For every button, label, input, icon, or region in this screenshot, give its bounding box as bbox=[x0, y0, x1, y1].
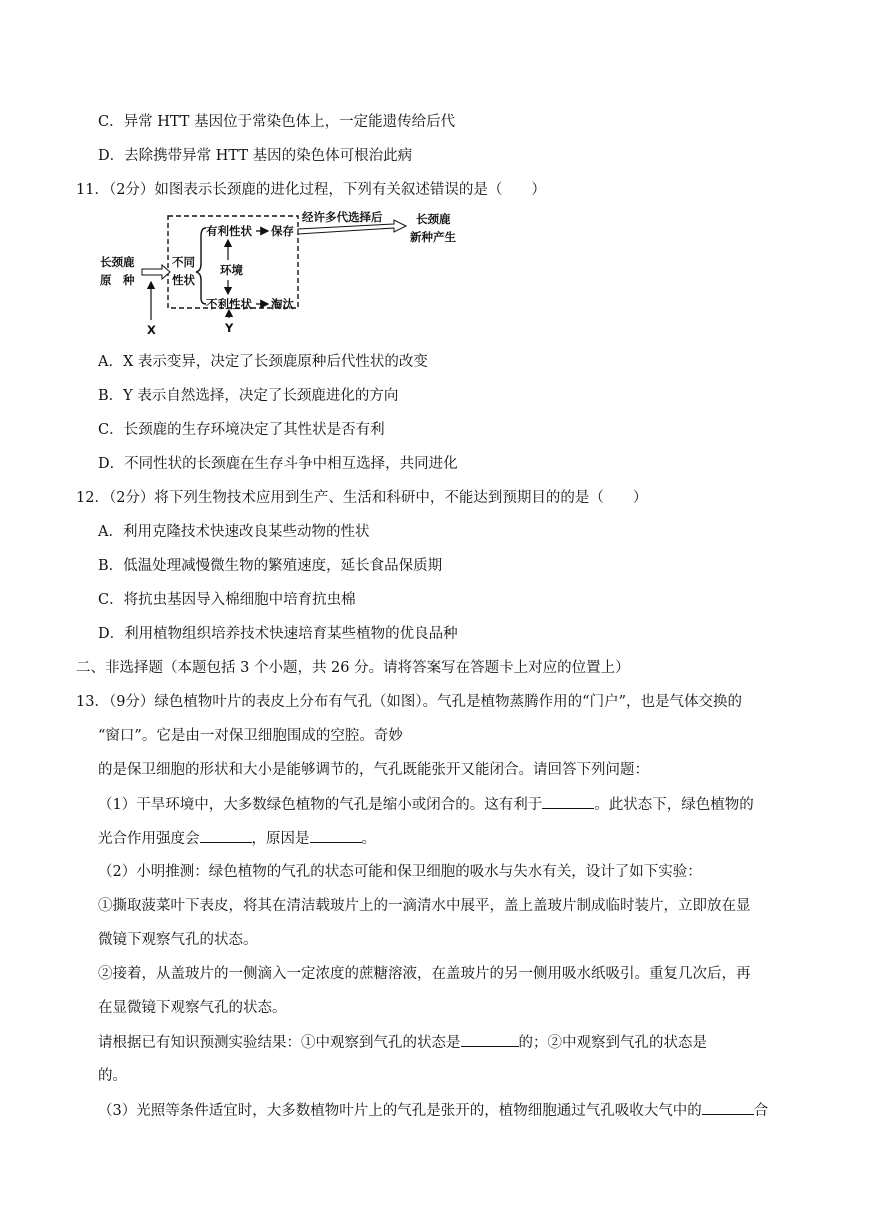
predict-text-a: 请根据已有知识预测实验结果：①中观察到气孔的状态是 bbox=[98, 1035, 461, 1051]
p1-text-a: （1）干旱环境中，大多数绿色植物的气孔是缩小或闭合的。这有利于 bbox=[98, 797, 543, 813]
q10-option-d: D．去除携带异常 HTT 基因的染色体可根治此病 bbox=[98, 148, 413, 164]
new-species-label-1: 长颈鹿 bbox=[416, 212, 451, 226]
q12-option-a: A．利用克隆技术快速改良某些动物的性状 bbox=[98, 524, 370, 540]
preserve-label: 保存 bbox=[271, 224, 294, 238]
q11-option-c: C．长颈鹿的生存环境决定了其性状是否有利 bbox=[98, 422, 385, 438]
q13-step1-a: ①撕取菠菜叶下表皮，将其在清洁载玻片上的一滴清水中展平，盖上盖玻片制成临时装片，立即放在显 bbox=[98, 898, 751, 914]
diff-label-1: 不同 bbox=[172, 255, 195, 269]
unfavorable-label: 不利性状 bbox=[206, 297, 252, 311]
p1-blank-3[interactable] bbox=[310, 828, 362, 843]
p1-blank-1[interactable] bbox=[542, 794, 594, 809]
q11-option-b: B．Y 表示自然选择，决定了长颈鹿进化的方向 bbox=[98, 388, 399, 404]
section-heading: 二、非选择题（本题包括 3 个小题，共 26 分。请将答案写在答题卡上对应的位置上） bbox=[76, 660, 630, 676]
q12-stem: 12．（2分）将下列生物技术应用到生产、生活和科研中，不能达到预期目的的是（ ） bbox=[76, 490, 648, 506]
q11-option-a: A．X 表示变异，决定了长颈鹿原种后代性状的改变 bbox=[98, 354, 428, 370]
x-label: X bbox=[147, 323, 156, 337]
p1-blank-2[interactable] bbox=[200, 828, 252, 843]
q10-option-c: C．异常 HTT 基因位于常染色体上，一定能遗传给后代 bbox=[98, 114, 456, 130]
q13-part1-line2 bbox=[98, 828, 376, 849]
diff-label-2: 性状 bbox=[172, 273, 195, 287]
origin-arrow bbox=[142, 265, 170, 279]
q11-stem: 11．（2分）如图表示长颈鹿的进化过程，下列有关叙述错误的是（ ） bbox=[76, 182, 546, 198]
brace bbox=[196, 228, 206, 304]
q13-part1-line1 bbox=[98, 794, 754, 815]
p1-text-c: 光合作用强度会 bbox=[98, 831, 200, 847]
q13-part2-intro: （2）小明推测：绿色植物的气孔的状态可能和保卫细胞的吸水与失水有关，设计了如下实验： bbox=[98, 864, 702, 880]
p3-blank[interactable] bbox=[702, 1100, 754, 1115]
predict-blank-1[interactable] bbox=[461, 1032, 519, 1047]
origin-label-2: 原 种 bbox=[100, 273, 135, 287]
p1-text-b: 。此状态下，绿色植物的 bbox=[594, 797, 754, 813]
new-species-label-2: 新种产生 bbox=[410, 230, 456, 244]
giraffe-evolution-diagram bbox=[98, 210, 478, 340]
q13-step2-b: 在显微镜下观察气孔的状态。 bbox=[98, 1000, 287, 1016]
y-label: Y bbox=[225, 321, 234, 335]
q12-option-d: D．利用植物组织培养技术快速培育某些植物的优良品种 bbox=[98, 626, 458, 642]
favorable-label: 有利性状 bbox=[206, 224, 252, 238]
origin-label-1: 长颈鹿 bbox=[100, 255, 135, 269]
q13-stem-2: “窗口”。它是由一对保卫细胞围成的空腔。奇妙 bbox=[98, 728, 403, 744]
q13-predict-line bbox=[98, 1032, 707, 1053]
q11-option-d: D．不同性状的长颈鹿在生存斗争中相互选择，共同进化 bbox=[98, 456, 458, 472]
q13-part3-line bbox=[98, 1100, 768, 1121]
q13-stem-1: 13．（9分）绿色植物叶片的表皮上分布有气孔（如图）。气孔是植物蒸腾作用的“门户”，也是气体交换的 bbox=[76, 694, 742, 710]
q12-option-b: B．低温处理减慢微生物的繁殖速度，延长食品保质期 bbox=[98, 558, 443, 574]
q13-step1-b: 微镜下观察气孔的状态。 bbox=[98, 932, 258, 948]
eliminate-label: 淘汰 bbox=[271, 297, 294, 311]
q13-step2-a: ②接着，从盖玻片的一侧滴入一定浓度的蔗糖溶液，在盖玻片的另一侧用吸水纸吸引。重复几次后，再 bbox=[98, 966, 751, 982]
q13-stem-3: 的是保卫细胞的形状和大小是能够调节的，气孔既能张开又能闭合。请回答下列问题： bbox=[98, 762, 649, 778]
p3-text-b: 合 bbox=[753, 1103, 769, 1119]
environment-label: 环境 bbox=[220, 263, 243, 277]
q12-option-c: C．将抗虫基因导入棉细胞中培育抗虫棉 bbox=[98, 592, 356, 608]
selection-label: 经许多代选择后 bbox=[302, 210, 383, 224]
p1-text-e: 。 bbox=[361, 831, 376, 847]
p1-text-d: ，原因是 bbox=[251, 831, 310, 847]
q13-predict-end: 的。 bbox=[98, 1068, 127, 1084]
p3-text-a: （3）光照等条件适宜时，大多数植物叶片上的气孔是张开的，植物细胞通过气孔吸收大气中的 bbox=[98, 1103, 702, 1119]
predict-text-b: 的；②中观察到气孔的状态是 bbox=[518, 1035, 707, 1051]
